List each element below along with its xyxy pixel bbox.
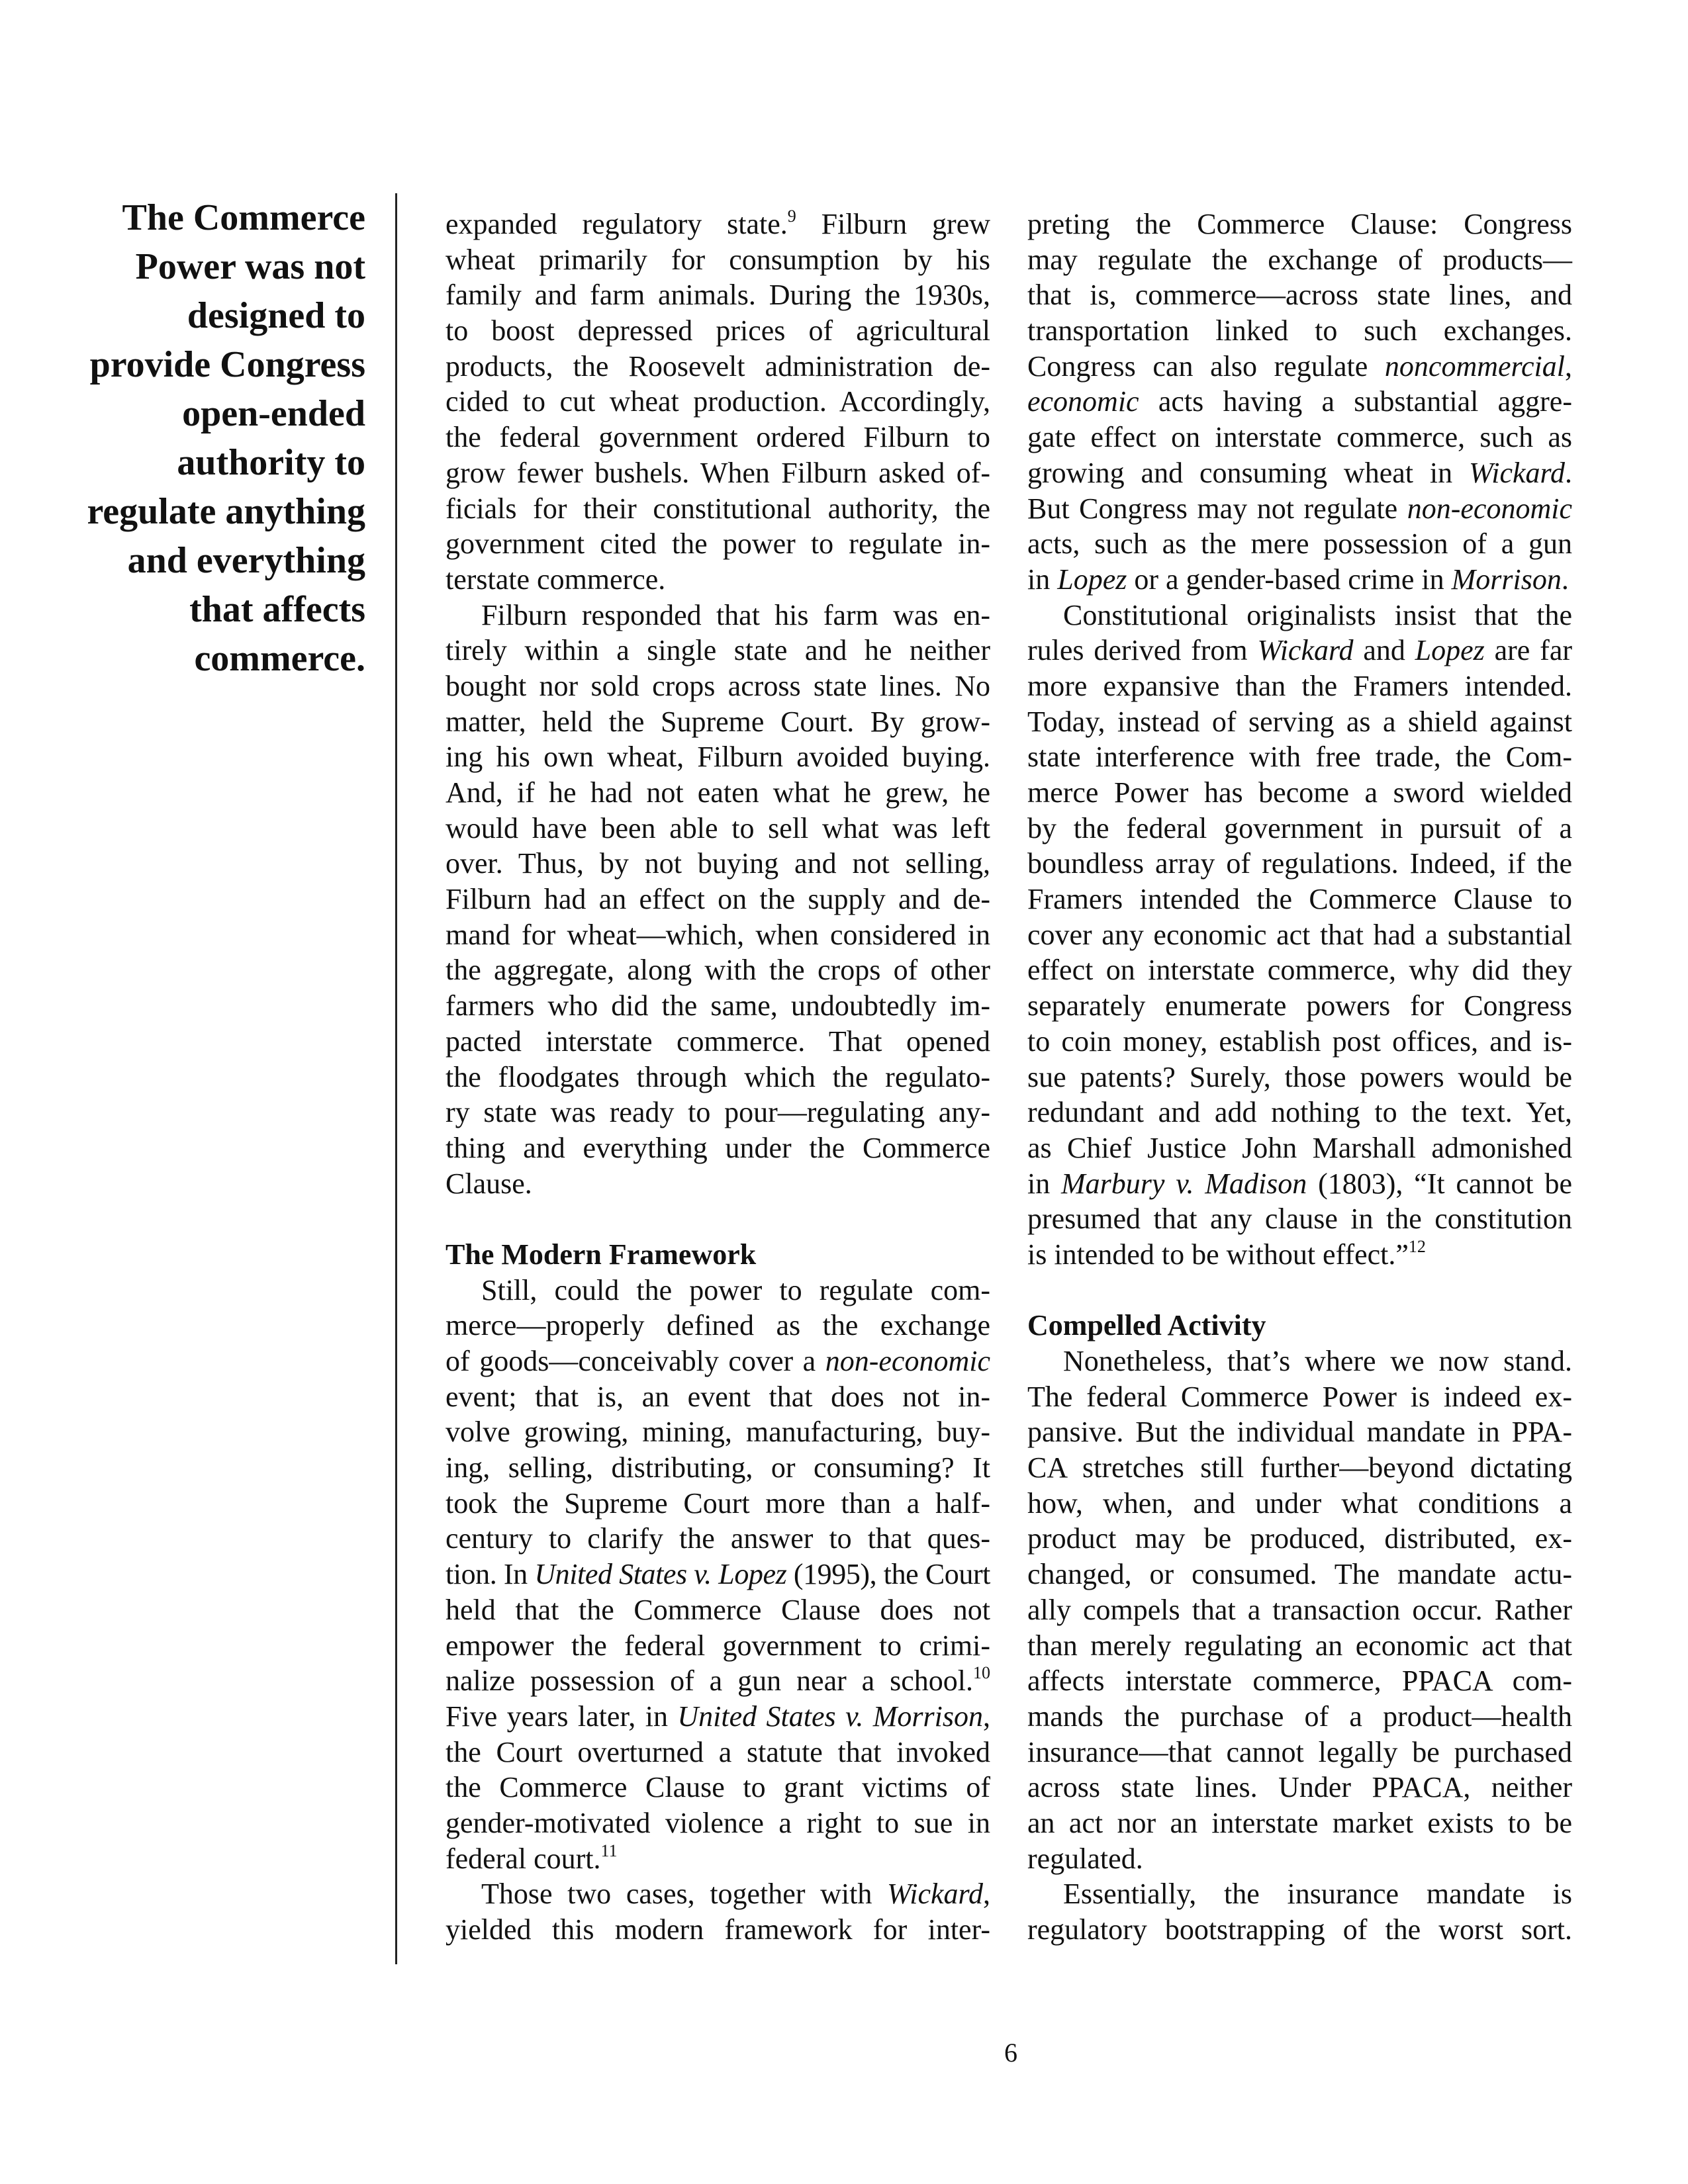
text-line-content: by the federal government in pursuit of a	[1027, 811, 1572, 844]
paragraph	[445, 1273, 990, 1877]
text-line-content: CA stretches still further—beyond dictating	[1027, 1451, 1572, 1484]
text-line	[1027, 1414, 1572, 1450]
text-line	[445, 917, 990, 953]
text-line-content: would have been able to sell what was left	[445, 811, 990, 844]
text-line	[1027, 1805, 1572, 1841]
text-line	[1027, 1699, 1572, 1735]
text-line-content: separately enumerate powers for Congress	[1027, 989, 1572, 1023]
text-line-content: as Chief Justice John Marshall admonished	[1027, 1131, 1572, 1164]
text-line	[445, 491, 990, 527]
paragraph	[445, 206, 990, 598]
text-line	[1027, 633, 1572, 668]
paragraph	[1027, 598, 1572, 1273]
section-heading: Compelled Activity	[1027, 1309, 1266, 1342]
text-column-right	[1027, 206, 1572, 1948]
text-line	[445, 1770, 990, 1805]
pull-quote-line: that affects	[189, 589, 365, 630]
text-line-content: to coin money, establish post offices, and is-	[1027, 1024, 1572, 1058]
text-line	[1027, 1024, 1572, 1060]
text-line	[1027, 1735, 1572, 1770]
text-line	[445, 1521, 990, 1557]
footnote-ref: 12	[1408, 1236, 1426, 1256]
text-line-content: to boost depressed prices of agricultural	[445, 314, 990, 347]
text-line	[445, 598, 990, 633]
text-line-content: an act nor an interstate market exists to be	[1027, 1806, 1572, 1839]
text-line	[1027, 1912, 1572, 1948]
pull-quote	[21, 193, 365, 683]
text-line-content: over. Thus, by not buying and not selling,	[445, 847, 990, 880]
text-line	[1027, 1237, 1572, 1273]
text-line	[1027, 277, 1572, 313]
text-line-content: took the Supreme Court more than a half-	[445, 1486, 990, 1520]
text-line	[1027, 917, 1572, 953]
text-line-content: pacted interstate commerce. That opened	[445, 1024, 990, 1058]
vertical-divider	[395, 193, 397, 1964]
paragraph	[1027, 1876, 1572, 1947]
text-line-content: Today, instead of serving as a shield against	[1027, 705, 1572, 738]
text-line-content: ing his own wheat, Filburn avoided buying.	[445, 741, 990, 774]
text-line	[445, 1628, 990, 1664]
italic-text: Marbury v. Madison	[1061, 1167, 1307, 1200]
text-line	[1027, 882, 1572, 917]
text-line-content: merce—properly defined as the exchange	[445, 1309, 990, 1342]
text-line	[1027, 491, 1572, 527]
text-line	[1027, 562, 1572, 598]
italic-text: noncommercial	[1384, 349, 1565, 383]
text-line	[1027, 739, 1572, 775]
text-line	[445, 988, 990, 1024]
text-line-content: ally compels that a transaction occur. Rather	[1027, 1593, 1572, 1626]
text-line-content: preting the Commerce Clause: Congress	[1027, 208, 1572, 240]
text-line	[1027, 704, 1572, 740]
text-line-content: the Court overturned a statute that invoked	[445, 1735, 990, 1768]
text-line	[445, 1663, 990, 1699]
text-line	[1027, 384, 1572, 420]
text-line-content: ry state was ready to pour—regulating any-	[445, 1096, 990, 1129]
text-line	[445, 1805, 990, 1841]
paragraph	[445, 1876, 990, 1947]
text-line	[445, 846, 990, 882]
text-line-content: federal court.$^{11}$	[445, 1841, 618, 1875]
text-line-content: the Commerce Clause to grant victims of	[445, 1771, 990, 1804]
text-line-content: of goods—conceivably cover a non-economic	[445, 1345, 990, 1377]
text-line-content: acts, such as the mere possession of a gun	[1027, 527, 1572, 561]
text-line-content: regulated.	[1027, 1842, 1143, 1875]
text-line	[1027, 1379, 1572, 1415]
text-line-content: farmers who did the same, undoubtedly im-	[445, 989, 990, 1023]
text-line-content: mands the purchase of a product—health	[1027, 1700, 1572, 1733]
text-line	[1027, 1343, 1572, 1379]
text-line-content: insurance—that cannot legally be purchased	[1027, 1735, 1572, 1768]
text-line-content: terstate commerce.	[445, 563, 666, 596]
text-line	[1027, 1557, 1572, 1592]
text-line-content: across state lines. Under PPACA, neither	[1027, 1771, 1572, 1804]
text-line	[445, 811, 990, 846]
footnote-ref: 10	[973, 1663, 990, 1683]
text-line-content: yielded this modern framework for inter-	[445, 1913, 990, 1946]
text-line	[445, 1308, 990, 1343]
italic-text: Lopez	[1415, 634, 1485, 667]
italic-text: non-economic	[1407, 492, 1572, 525]
text-line-content: economic acts having a substantial aggre-	[1027, 385, 1572, 418]
pull-quote-line: open-ended	[182, 393, 365, 434]
text-line-content: Filburn responded that his farm was en-	[481, 598, 990, 631]
text-line	[445, 1450, 990, 1486]
text-line	[445, 1735, 990, 1770]
text-line-content: Filburn had an effect on the supply and de-	[445, 883, 990, 916]
text-line-content: Five years later, in United States v. Morrison,	[445, 1700, 990, 1733]
italic-text: Wickard	[1257, 634, 1354, 667]
text-line	[445, 1557, 990, 1592]
text-line-content: thing and everything under the Commerce	[445, 1131, 990, 1164]
text-line	[1027, 242, 1572, 278]
paragraph	[445, 598, 990, 1202]
text-line	[1027, 1201, 1572, 1237]
text-line	[445, 775, 990, 811]
text-line	[1027, 1663, 1572, 1699]
text-line	[445, 349, 990, 385]
text-line-content: The federal Commerce Power is indeed ex-	[1027, 1380, 1572, 1413]
text-line-content: than merely regulating an economic act that	[1027, 1629, 1572, 1662]
text-line	[445, 952, 990, 988]
text-line-content: rules derived from Wickard and Lopez are far	[1027, 634, 1572, 667]
text-line-content: the aggregate, along with the crops of other	[445, 954, 990, 987]
text-line	[1027, 598, 1572, 633]
text-line	[445, 313, 990, 349]
text-line	[1027, 1060, 1572, 1095]
paragraph	[1027, 206, 1572, 598]
text-line-content: the floodgates through which the regulato-	[445, 1060, 990, 1093]
text-line	[445, 882, 990, 917]
text-line-content: products, the Roosevelt administration de-	[445, 349, 990, 383]
text-line	[445, 1912, 990, 1948]
text-line	[1027, 313, 1572, 349]
text-line	[1027, 1450, 1572, 1486]
text-line	[445, 1130, 990, 1166]
text-line	[445, 1095, 990, 1130]
text-line-content: wheat primarily for consumption by his	[445, 243, 990, 276]
text-line	[1027, 206, 1572, 242]
text-column-left	[445, 206, 990, 1948]
pull-quote-line: designed to	[187, 295, 365, 336]
pull-quote-line: authority to	[177, 442, 365, 483]
text-line-content: presumed that any clause in the constitution	[1027, 1203, 1572, 1236]
text-line-content: Clause.	[445, 1167, 532, 1200]
text-line	[445, 526, 990, 562]
text-line	[445, 1414, 990, 1450]
text-line	[445, 633, 990, 668]
text-line-content: gender-motivated violence a right to sue in	[445, 1806, 990, 1839]
text-line-content: Congress can also regulate noncommercial,	[1027, 349, 1572, 383]
text-line	[1027, 846, 1572, 882]
italic-text: non-economic	[825, 1345, 990, 1377]
text-line-content: mand for wheat—which, when considered in	[445, 918, 990, 951]
pull-quote-line: provide Congress	[89, 344, 365, 385]
text-line	[445, 1024, 990, 1060]
text-line-content: empower the federal government to crimi-	[445, 1629, 990, 1662]
pull-quote-line: Power was not	[135, 246, 365, 287]
text-line-content: growing and consuming wheat in Wickard.	[1027, 456, 1572, 489]
pull-quote-line: and everything	[127, 540, 365, 581]
text-line-content: redundant and add nothing to the text. Yet,	[1027, 1096, 1572, 1129]
text-line-content: gate effect on interstate commerce, such as	[1027, 421, 1572, 454]
text-line	[445, 206, 990, 242]
text-line	[445, 420, 990, 455]
text-line-content: that is, commerce—across state lines, and	[1027, 279, 1572, 312]
text-line	[1027, 1876, 1572, 1912]
text-line-content: effect on interstate commerce, why did they	[1027, 954, 1572, 987]
text-line-content: government cited the power to regulate in-	[445, 527, 990, 561]
text-line-content: century to clarify the answer to that ques-	[445, 1522, 990, 1555]
text-line	[445, 1841, 990, 1877]
text-line-content: boundless array of regulations. Indeed, if the	[1027, 847, 1572, 880]
text-line	[445, 1592, 990, 1628]
text-line-content: But Congress may not regulate non-economic	[1027, 492, 1572, 525]
italic-text: Wickard	[1469, 456, 1565, 489]
text-line	[1027, 1770, 1572, 1805]
page-number: 6	[1004, 2038, 1017, 2068]
text-line-content: affects interstate commerce, PPACA com-	[1027, 1664, 1572, 1698]
text-line	[1027, 1592, 1572, 1628]
text-line	[445, 704, 990, 740]
text-line	[445, 277, 990, 313]
text-line-content: And, if he had not eaten what he grew, he	[445, 776, 990, 809]
text-line-content: matter, held the Supreme Court. By grow-	[445, 705, 990, 738]
text-line-content: Framers intended the Commerce Clause to	[1027, 883, 1572, 916]
text-line	[445, 1343, 990, 1379]
text-line	[1027, 988, 1572, 1024]
text-line-content: may regulate the exchange of products—	[1027, 243, 1572, 276]
text-line	[1027, 526, 1572, 562]
text-line	[1027, 1841, 1572, 1877]
text-line-content: ficials for their constitutional authority, the	[445, 492, 990, 525]
text-line-content: ing, selling, distributing, or consuming? It	[445, 1451, 990, 1484]
text-line	[445, 1486, 990, 1522]
pull-quote-line: The Commerce	[122, 197, 365, 238]
text-line	[1027, 349, 1572, 385]
text-line-content: grow fewer bushels. When Filburn asked of-	[445, 456, 990, 489]
text-line-content: nalize possession of a gun near a school.$^{10}$	[445, 1663, 990, 1698]
text-line	[445, 1060, 990, 1095]
text-line-content: the federal government ordered Filburn to	[445, 421, 990, 454]
italic-text: United States v. Lopez	[534, 1558, 787, 1591]
footnote-ref: 9	[787, 206, 796, 226]
text-line	[445, 739, 990, 775]
text-line	[1027, 1095, 1572, 1130]
text-line-content: tion. In United States v. Lopez (1995), the Court	[445, 1558, 990, 1591]
text-line	[1027, 1521, 1572, 1557]
text-line	[1027, 420, 1572, 455]
text-line-content: cover any economic act that had a substantial	[1027, 918, 1572, 951]
italic-text: Lopez	[1057, 563, 1127, 596]
text-line	[445, 668, 990, 704]
text-line-content: tirely within a single state and he neither	[445, 634, 990, 667]
text-line	[445, 242, 990, 278]
text-line-content: transportation linked to such exchanges.	[1027, 314, 1572, 347]
text-line	[1027, 1628, 1572, 1664]
text-line-content: in Marbury v. Madison (1803), “It cannot be	[1027, 1167, 1572, 1200]
text-line	[1027, 775, 1572, 811]
text-line-content: Still, could the power to regulate com-	[481, 1273, 990, 1306]
text-line	[445, 455, 990, 491]
text-line-content: Nonetheless, that’s where we now stand.	[1063, 1345, 1572, 1377]
text-line-content: bought nor sold crops across state lines. No	[445, 669, 990, 702]
text-line	[445, 1379, 990, 1415]
text-line-content: sue patents? Surely, those powers would be	[1027, 1060, 1572, 1093]
text-line-content: how, when, and under what conditions a	[1027, 1486, 1572, 1520]
text-line	[445, 1166, 990, 1202]
text-line-content: in Lopez or a gender-based crime in Morrison.	[1027, 563, 1569, 596]
text-line-content: held that the Commerce Clause does not	[445, 1593, 990, 1626]
text-line	[445, 1876, 990, 1912]
section-heading: The Modern Framework	[445, 1238, 757, 1271]
text-line-content: regulatory bootstrapping of the worst sort.	[1027, 1913, 1572, 1946]
text-line	[445, 1273, 990, 1308]
spacer	[1027, 1273, 1572, 1308]
italic-text: Wickard	[887, 1878, 983, 1911]
text-line	[445, 384, 990, 420]
text-line-content: changed, or consumed. The mandate actu-	[1027, 1558, 1572, 1591]
text-line-content: Those two cases, together with Wickard,	[481, 1878, 990, 1911]
pull-quote-line: commerce.	[194, 638, 365, 679]
text-line-content: cided to cut wheat production. Accordingly,	[445, 385, 990, 418]
spacer	[445, 1201, 990, 1237]
text-line-content: Constitutional originalists insist that the	[1063, 598, 1572, 631]
text-line	[445, 562, 990, 598]
text-line-content: family and farm animals. During the 1930s,	[445, 279, 990, 312]
paragraph	[1027, 1343, 1572, 1876]
pull-quote-line: regulate anything	[87, 491, 365, 532]
text-line	[1027, 1486, 1572, 1522]
text-line	[1027, 811, 1572, 846]
text-line	[1027, 1130, 1572, 1166]
text-line	[1027, 455, 1572, 491]
text-line	[1027, 952, 1572, 988]
text-line-content: expanded regulatory state.$^9$ Filburn grew	[445, 206, 990, 240]
text-line	[1027, 1166, 1572, 1202]
text-line-content: more expansive than the Framers intended.	[1027, 669, 1572, 702]
text-line-content: Essentially, the insurance mandate is	[1063, 1878, 1572, 1911]
text-line	[1027, 668, 1572, 704]
text-line-content: is intended to be without effect.”$^{12}$	[1027, 1236, 1426, 1271]
text-line-content: volve growing, mining, manufacturing, buy-	[445, 1416, 990, 1449]
text-line-content: merce Power has become a sword wielded	[1027, 776, 1572, 809]
footnote-ref: 11	[600, 1841, 618, 1860]
text-line-content: event; that is, an event that does not in-	[445, 1380, 990, 1413]
italic-text: United States v. Morrison	[677, 1700, 983, 1733]
text-line	[445, 1699, 990, 1735]
italic-text: Morrison	[1451, 563, 1562, 596]
text-line-content: pansive. But the individual mandate in PPA-	[1027, 1416, 1572, 1449]
italic-text: economic	[1027, 385, 1139, 418]
text-line-content: state interference with free trade, the Com-	[1027, 741, 1572, 774]
text-line-content: product may be produced, distributed, ex-	[1027, 1522, 1572, 1555]
